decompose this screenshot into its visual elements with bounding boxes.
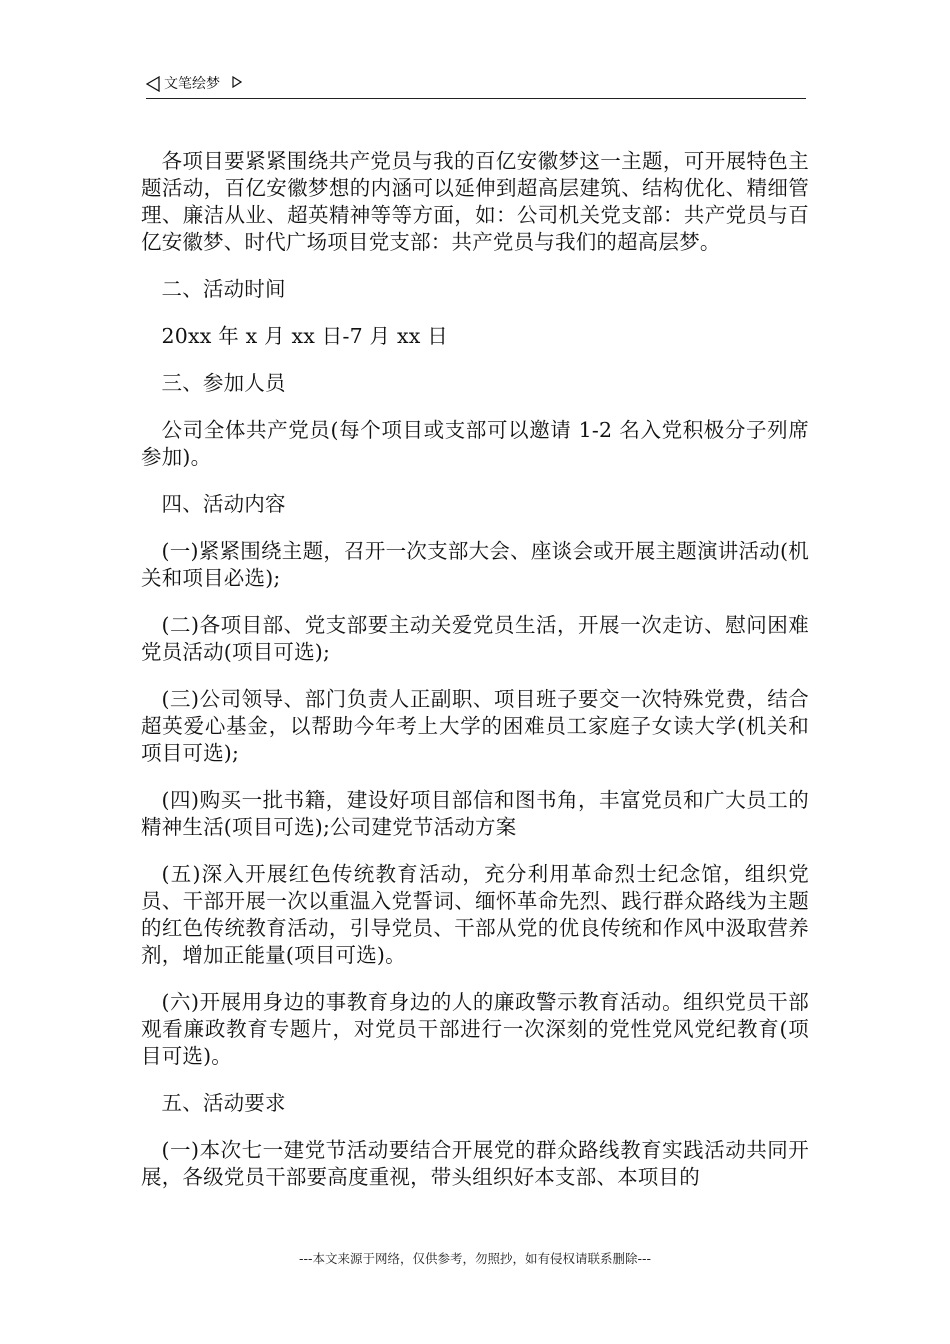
section-heading: 二、活动时间 [161,277,286,301]
section-heading: 三、参加人员 [161,371,286,395]
paragraph: (三)公司领导、部门负责人正副职、项目班子要交一次特殊党费，结合超英爱心基金，以帮助今年考上大学的困难员工家庭子女读大学(机关和项目可选); [141,687,809,765]
triangle-right-icon [232,76,242,88]
footer-notice: ---本文来源于网络，仅供参考，勿照抄，如有侵权请联系删除--- [298,1251,652,1266]
triangle-left-icon [146,76,160,92]
paragraph: 各项目要紧紧围绕共产党员与我的百亿安徽梦这一主题，可开展特色主题活动，百亿安徽梦想的内涵可以延伸到超高层建筑、结构优化、精细管理、廉洁从业、超英精神等等方面，如：公司机关党支部：共产党员与百亿安徽梦、时代广场项目党支部：共产党员与我们的超高层梦。 [141,149,809,254]
paragraph: 20xx 年 x 月 xx 日-7 月 xx 日 [161,324,448,348]
section-heading: 五、活动要求 [161,1091,286,1115]
page-header [146,72,806,99]
section-heading: 四、活动内容 [161,492,286,516]
paragraph: (四)购买一批书籍，建设好项目部信和图书角，丰富党员和广大员工的精神生活(项目可选);公司建党节活动方案 [141,788,809,839]
paragraph: (一)紧紧围绕主题，召开一次支部大会、座谈会或开展主题演讲活动(机关和项目必选); [141,539,809,590]
paragraph: (六)开展用身边的事教育身边的人的廉政警示教育活动。组织党员干部观看廉政教育专题片，对党员干部进行一次深刻的党性党风党纪教育(项目可选)。 [141,990,809,1068]
paragraph: 公司全体共产党员(每个项目或支部可以邀请 1-2 名入党积极分子列席参加)。 [141,418,809,469]
document-body [141,148,809,1211]
header-brand: 文笔绘梦 [164,76,220,92]
paragraph: (一)本次七一建党节活动要结合开展党的群众路线教育实践活动共同开展，各级党员干部要高度重视，带头组织好本支部、本项目的 [141,1138,809,1189]
paragraph: (五)深入开展红色传统教育活动，充分利用革命烈士纪念馆，组织党员、干部开展一次以重温入党誓词、缅怀革命先烈、践行群众路线为主题的红色传统教育活动，引导党员、干部从党的优良传统和作风中汲取营养剂，增加正能量(项目可选)。 [141,862,809,967]
paragraph: (二)各项目部、党支部要主动关爱党员生活，开展一次走访、慰问困难党员活动(项目可选); [141,613,809,664]
